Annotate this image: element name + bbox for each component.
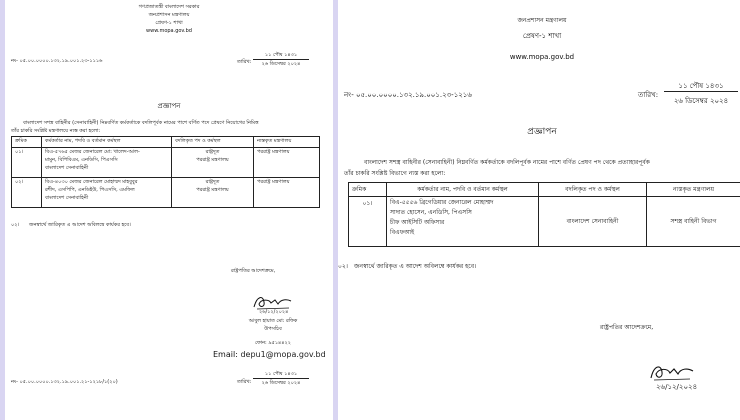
row-officer <box>42 178 172 208</box>
email-link[interactable]: depu1@mopa.gov.bd <box>240 350 326 359</box>
table-row <box>12 178 320 208</box>
table-header: ক্রমিক <box>12 137 42 148</box>
officer-line: বাংলাদেশ সেনাবাহিনী <box>45 165 89 171</box>
officer-line: রশীদ, এসপিপি, এনডিইউ, পিএসসি, এমফিল <box>45 187 135 193</box>
date-bangla: ১১ পৌষ ১৪৩১ <box>678 82 724 90</box>
para2-number: ০২। <box>11 222 20 228</box>
footer-memo-number: নং- ০৫.০০.০০০০.১৩২.১৯.০০১.২১-১২১৮/১(২০) <box>11 379 118 385</box>
date-divider <box>664 91 738 92</box>
intro-line-1: বাংলাদেশ সশস্ত্র বাহিনীর (সেনাবাহিনী) নিম্নবর্ণিত কর্মকর্তাকে বদলিপূর্বক নামের পাশে বর্ণিত প্রেষণ পদ থেকে প্রত্যাহারপূর্বক <box>364 159 650 166</box>
officer-line: বাংলাদেশ সেনাবাহিনী <box>45 195 89 201</box>
notice-title: প্রজ্ঞাপন <box>527 127 557 137</box>
officer-phone: ফোন: ৯৫১৪৪২২ <box>254 340 292 346</box>
table-row <box>12 148 320 178</box>
website: www.mopa.gov.bd <box>509 53 575 61</box>
left-document <box>5 0 333 420</box>
para2-text: জনস্বার্থে জারিকৃত এ আদেশ অবিলম্বে কার্যকর হবে। <box>29 222 131 228</box>
website: www.mopa.gov.bd <box>146 28 192 34</box>
table-header: বদলিকৃত পদ ও কর্মস্থল <box>539 183 647 197</box>
table-header: ক্রমিক <box>349 183 387 197</box>
officer-table <box>348 182 740 247</box>
footer-date-english: ২৬ ডিসেম্বর ২০২৪ <box>261 380 301 386</box>
date-english: ২৬ ডিসেম্বর ২০২৪ <box>673 97 729 105</box>
date-english: ২৬ ডিসেম্বর ২০২৪ <box>261 61 301 67</box>
order-text: রাষ্ট্রপতির আদেশক্রমে, <box>231 268 276 274</box>
officer-line: বিএ-৫৫৫৬ ব্রিগেডিয়ার জেনারেল মোহাম্মদ <box>390 199 494 206</box>
row-officer <box>42 148 172 178</box>
row-officer <box>387 197 539 247</box>
memo-number: নং- ০৫.০০.০০০০.১৩২.১৯.০০১.২৩-১১১৬ <box>11 58 103 64</box>
table-header: ন্যস্তকৃত মন্ত্রণালয় <box>647 183 740 197</box>
signature-date: ২৬/১২/২০২৪ <box>656 383 698 391</box>
officer-name: আবুল হায়াত মো: রফিক <box>248 318 298 324</box>
row-ministry: সশস্ত্র বাহিনী বিভাগ <box>647 197 740 247</box>
footer-date-divider <box>253 378 309 379</box>
para2-number: ০২। <box>338 263 348 270</box>
post-line: রাষ্ট্রদূত <box>205 179 220 185</box>
row-post <box>172 178 254 208</box>
intro-line-2: তাঁর চাকরি সংশ্লিষ্ট বিভাগে ন্যস্ত করা হলো: <box>344 170 446 177</box>
table-header: কর্মকর্তার নাম, পদবি ও বর্তমান কর্মস্থল <box>387 183 539 197</box>
section-header: প্রেষণ-১ শাখা <box>155 20 183 26</box>
row-ministry: পররাষ্ট্র মন্ত্রণালয় <box>254 178 320 208</box>
email-line <box>213 350 326 359</box>
table-header-row <box>12 137 320 148</box>
intro-line-1: বাংলাদেশ সশস্ত্র বাহিনীর (সেনাবাহিনী) নিম্নবর্ণিত কর্মকর্তাকে বদলিপূর্বক নামের পাশে বর্ণিত পদে প্রেষণে নিয়োগের নিমিত্ত <box>23 120 259 126</box>
signature-icon <box>648 362 696 382</box>
table-header: বদলিকৃত পদ ও কর্মস্থল <box>172 137 254 148</box>
intro-line-2: তাঁর চাকরি সংশ্লিষ্ট মন্ত্রণালয়ে ন্যস্ত করা হলো: <box>11 128 101 134</box>
email-label: Email: <box>213 350 238 359</box>
order-text: রাষ্ট্রপতির আদেশক্রমে, <box>600 324 654 331</box>
officer-line: বিএ-৫৭৬৫ মেজর জেনারেল মো: খালেদ-আল- <box>45 149 140 155</box>
table-header: ন্যস্তকৃত মন্ত্রণালয় <box>254 137 320 148</box>
signature-date: ২৬/১২/২০২৪ <box>259 309 289 315</box>
row-serial: ০২। <box>12 178 42 208</box>
ministry-header: জনপ্রশাসন মন্ত্রণালয় <box>517 17 567 24</box>
officer-table <box>11 136 320 208</box>
table-header-row <box>349 183 740 197</box>
date-divider <box>253 59 309 60</box>
right-document <box>338 0 740 420</box>
table-row <box>349 197 740 247</box>
row-serial: ০১। <box>349 197 387 247</box>
officer-line: বিএ-৪০৩০ মেজর জেনারেল মোহাম্মদ মাহবুবুর <box>45 179 138 185</box>
row-post: বাংলাদেশ সেনাবাহিনী <box>539 197 647 247</box>
footer-date-label: তারিখ: <box>237 379 252 385</box>
officer-line: মামুন, বিপিবিএম, এনডিসি, পিএসসি <box>45 157 118 163</box>
post-line: রাষ্ট্রদূত <box>205 149 220 155</box>
notice-title: প্রজ্ঞাপন <box>157 102 181 110</box>
para2-text: জনস্বার্থে জারিকৃত এ আদেশ অবিলম্বে কার্যকর হবে। <box>354 263 477 270</box>
officer-line: চীফ আইসিটি অফিসার <box>390 219 445 226</box>
row-ministry: পররাষ্ট্র মন্ত্রণালয় <box>254 148 320 178</box>
row-post <box>172 148 254 178</box>
section-header: প্রেষণ-১ শাখা <box>522 32 562 40</box>
memo-number: নং- ০৫.০০.০০০০.১৩২.১৯.০০১.২৩-১২১৬ <box>344 91 472 99</box>
officer-title: উপসচিব <box>264 326 282 332</box>
table-header: কর্মকর্তার নাম, পদবি ও বর্তমান কর্মস্থল <box>42 137 172 148</box>
row-serial: ০১। <box>12 148 42 178</box>
post-line: পররাষ্ট্র মন্ত্রণালয় <box>196 187 229 193</box>
date-label: তারিখ: <box>638 91 659 99</box>
post-line: পররাষ্ট্র মন্ত্রণালয় <box>196 157 229 163</box>
footer-date-bangla: ১১ পৌষ ১৪৩১ <box>264 371 298 377</box>
ministry-header: জনপ্রশাসন মন্ত্রণালয় <box>148 12 190 18</box>
date-label: তারিখ: <box>237 59 252 65</box>
govt-header: গণপ্রজাতন্ত্রী বাংলাদেশ সরকার <box>138 4 200 10</box>
date-bangla: ১১ পৌষ ১৪৩১ <box>264 52 298 58</box>
officer-line: সাদাত হোসেন, এনডিসি, পিএসসি <box>390 209 472 216</box>
officer-line: বিএফআই <box>390 229 415 236</box>
